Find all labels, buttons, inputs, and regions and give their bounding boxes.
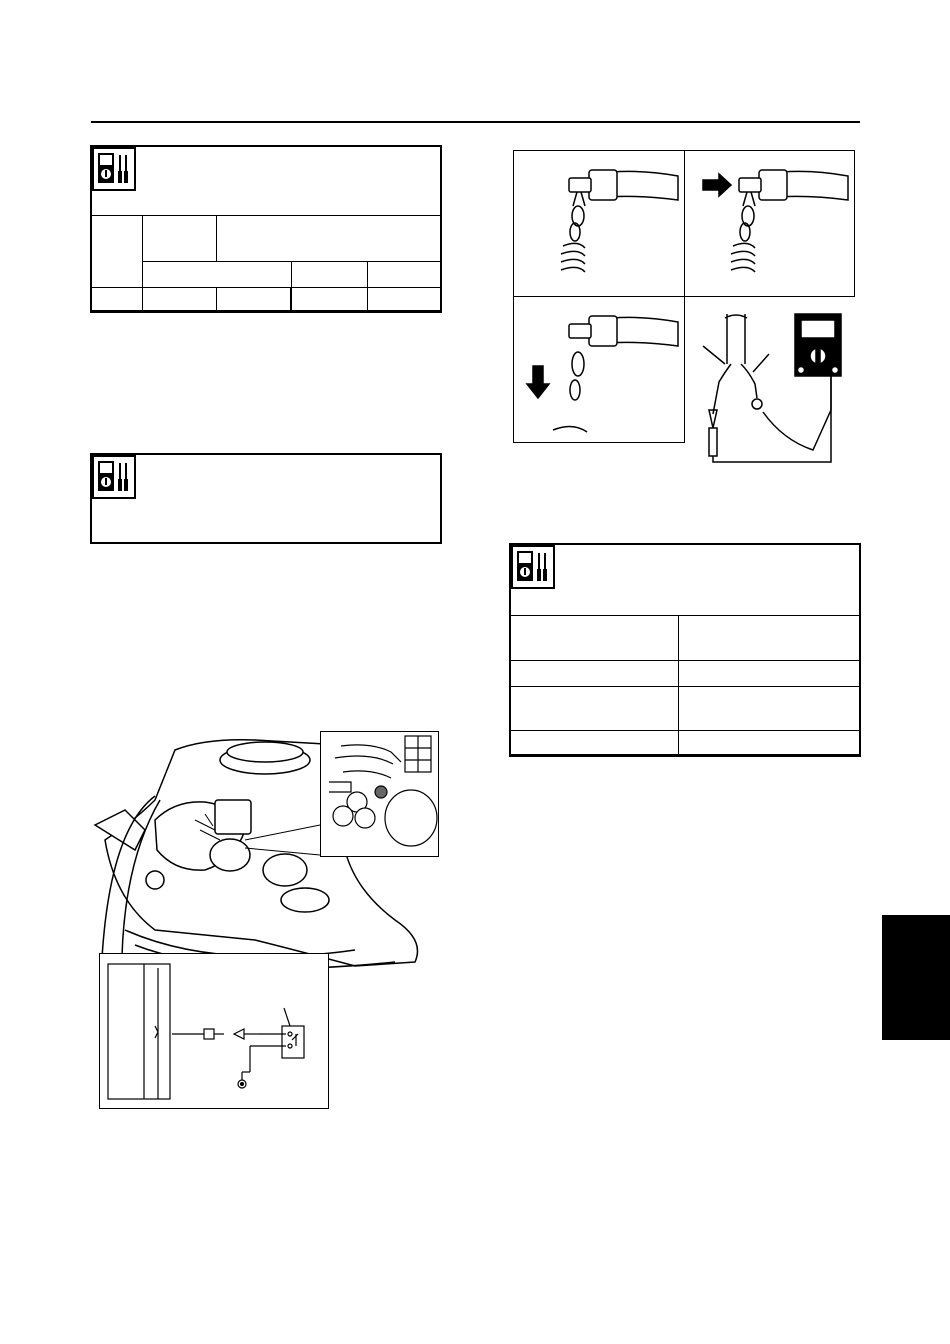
multimeter-icon (92, 147, 136, 191)
header-rule (91, 121, 860, 123)
multimeter-icon (92, 455, 136, 499)
spec-box-2 (90, 453, 442, 544)
section-tab-marker (882, 915, 950, 1040)
connector-detail-inset (320, 731, 439, 857)
connector-detail-svg (321, 732, 437, 855)
table-cell (143, 288, 217, 313)
table-cell (510, 731, 679, 757)
down-arrow-icon (527, 366, 549, 398)
multimeter-icon-svg (513, 547, 553, 587)
table-cell (217, 288, 291, 313)
multimeter-icon (511, 545, 555, 589)
table-cell (510, 661, 679, 687)
table-cell (91, 288, 143, 313)
multimeter-icon-svg (94, 457, 134, 497)
table-cell (679, 661, 861, 687)
multimeter-continuity-test (703, 314, 841, 462)
lanyard-clip-attached (561, 170, 678, 272)
spec-table-1 (90, 215, 442, 313)
table-cell (679, 687, 861, 731)
spec-box-3 (509, 543, 861, 756)
lanyard-clip-pushed (703, 170, 848, 272)
table-cell (368, 288, 442, 313)
leader-lines (100, 790, 170, 960)
lanyard-clip-removed (527, 316, 678, 432)
table-cell (679, 731, 861, 757)
wiring-diagram (99, 953, 329, 1109)
table-cell (368, 262, 442, 288)
spec-table-3 (509, 615, 861, 757)
table-cell (217, 216, 442, 262)
lanyard-illustration (513, 150, 856, 445)
table-cell (143, 262, 292, 288)
spec-box-1 (90, 145, 442, 312)
table-cell (292, 288, 368, 313)
table-cell (510, 616, 679, 661)
table-cell (91, 216, 143, 288)
table-cell (510, 687, 679, 731)
table-cell (292, 262, 368, 288)
table-cell (679, 616, 861, 661)
multimeter-icon-svg (94, 149, 134, 189)
table-cell (143, 216, 217, 262)
push-arrow-icon (703, 174, 731, 196)
wiring-diagram-svg (100, 954, 327, 1107)
